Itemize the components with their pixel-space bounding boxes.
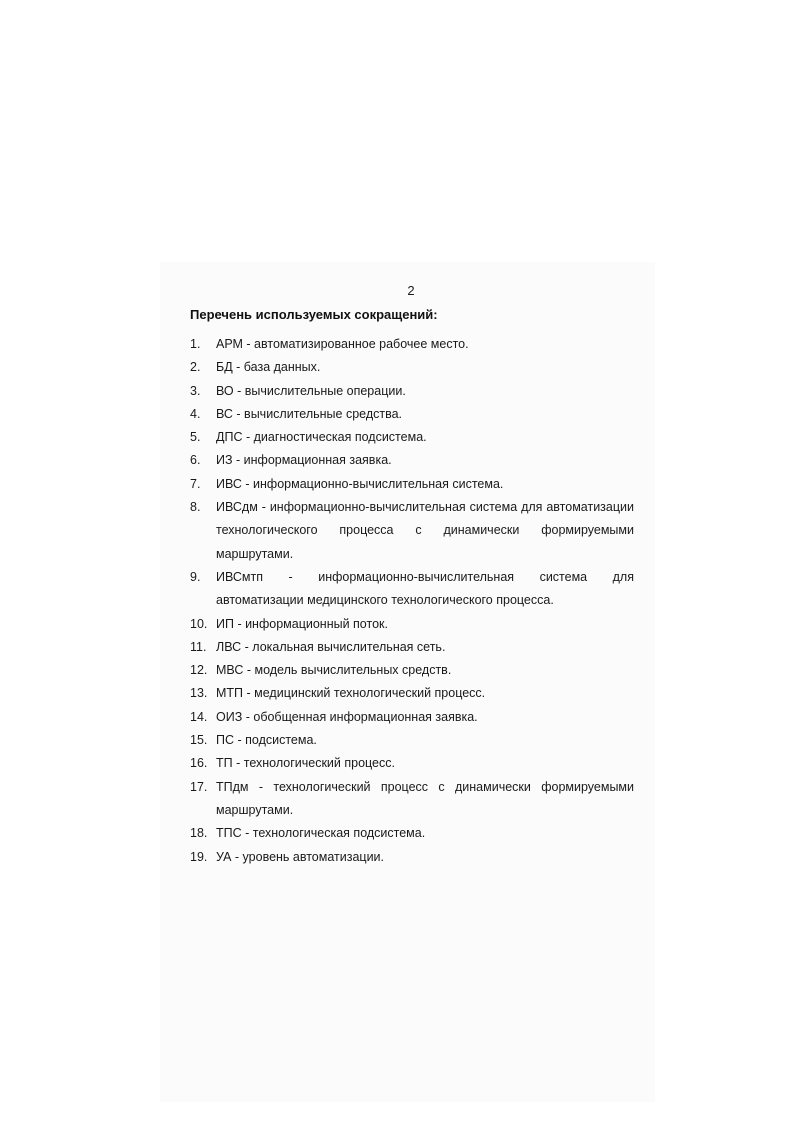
- item-number: 11.: [190, 639, 207, 654]
- item-number: 19.: [190, 849, 208, 864]
- item-text: ТПдм - технологический процесс с динамически формируемыми маршрутами.: [216, 779, 634, 817]
- item-text: ТП - технологический процесс.: [216, 756, 395, 771]
- list-item: [190, 566, 634, 613]
- list-item: [190, 613, 634, 636]
- list-item: [190, 636, 634, 659]
- list-item: [190, 706, 634, 729]
- list-item: [190, 333, 634, 356]
- item-text: УА - уровень автоматизации.: [216, 849, 385, 864]
- item-text: ИВСмтп - информационно-вычислительная система для автоматизации медицинского технологического процесса.: [216, 569, 634, 608]
- list-item: [190, 776, 634, 823]
- item-number: 13.: [190, 686, 208, 701]
- list-item: [190, 356, 634, 379]
- item-number: 18.: [190, 826, 208, 841]
- list-item: [190, 752, 634, 775]
- item-number: 7.: [190, 476, 201, 491]
- item-text: ВС - вычислительные средства.: [216, 406, 403, 421]
- item-number: 6.: [190, 453, 201, 468]
- item-text: ИВСдм - информационно-вычислительная система для автоматизации технологического процесса с динамически формируемыми маршрутами.: [216, 500, 634, 561]
- item-text: ИВС - информационно-вычислительная система.: [216, 476, 504, 491]
- list-item: [190, 403, 634, 426]
- item-number: 4.: [190, 406, 201, 421]
- item-text: ПС - подсистема.: [216, 733, 317, 748]
- item-number: 8.: [190, 500, 201, 515]
- item-number: 12.: [190, 663, 208, 678]
- item-text: АРМ - автоматизированное рабочее место.: [216, 337, 469, 351]
- abbreviation-list: [190, 333, 634, 869]
- item-text: ИП - информационный поток.: [216, 616, 388, 631]
- list-item: [190, 473, 634, 496]
- item-number: 15.: [190, 733, 208, 748]
- item-text: ДПС - диагностическая подсистема.: [216, 430, 427, 445]
- list-item: [190, 846, 634, 869]
- list-item: [190, 659, 634, 682]
- list-item: [190, 449, 634, 472]
- page-number: 2: [407, 283, 415, 298]
- item-text: ОИЗ - обобщенная информационная заявка.: [216, 709, 478, 724]
- list-item: [190, 496, 634, 566]
- list-heading: Перечень используемых сокращений:: [190, 307, 438, 322]
- item-text: ЛВС - локальная вычислительная сеть.: [216, 639, 446, 654]
- list-item: [190, 822, 634, 845]
- item-text: ВО - вычислительные операции.: [216, 383, 406, 398]
- list-item: [190, 380, 634, 403]
- item-number: 14.: [190, 709, 208, 724]
- item-number: 3.: [190, 383, 201, 398]
- item-number: 2.: [190, 360, 201, 375]
- list-item: [190, 426, 634, 449]
- item-text: БД - база данных.: [216, 360, 321, 375]
- item-number: 10.: [190, 616, 208, 631]
- item-number: 5.: [190, 430, 201, 445]
- item-text: МТП - медицинский технологический процесс.: [216, 686, 486, 701]
- item-text: ИЗ - информационная заявка.: [216, 453, 392, 468]
- item-number: 9.: [190, 569, 201, 584]
- item-number: 1.: [190, 337, 201, 351]
- list-item: [190, 729, 634, 752]
- item-text: ТПС - технологическая подсистема.: [216, 826, 426, 841]
- item-number: 16.: [190, 756, 208, 771]
- list-item: [190, 682, 634, 705]
- item-text: МВС - модель вычислительных средств.: [216, 663, 452, 678]
- item-number: 17.: [190, 779, 208, 794]
